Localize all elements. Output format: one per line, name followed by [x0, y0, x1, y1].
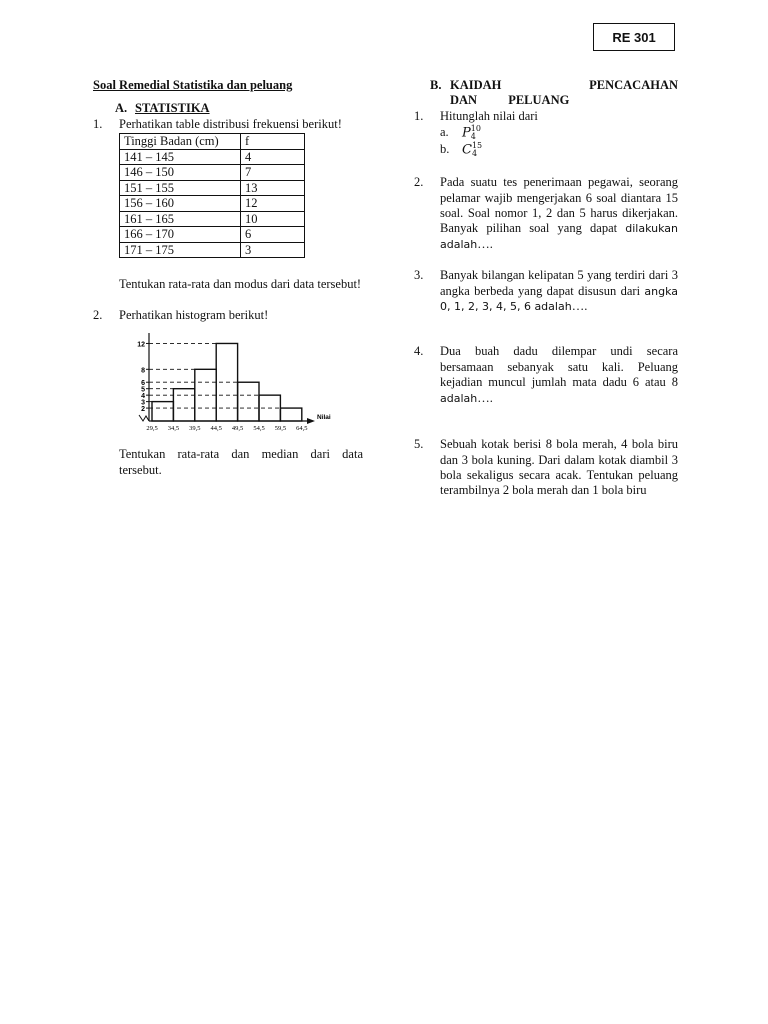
- table-header-row: [120, 134, 305, 150]
- question-text: Perhatikan table distribusi frekuensi berikut!: [119, 116, 342, 131]
- question-text: Perhatikan histogram berikut!: [119, 307, 269, 322]
- section-a-heading: [115, 101, 363, 116]
- question-number: 1.: [414, 108, 424, 123]
- question-text: Dua buah dadu dilempar undi secara bersamaan sebanyak satu kali. Peluang kejadian muncul jumlah mata dadu 6 atau 8: [440, 344, 678, 390]
- question-task: Tentukan rata-rata dan modus dari data tersebut!: [119, 277, 362, 292]
- frequency-table: [119, 133, 305, 258]
- histogram-bar: [238, 382, 259, 421]
- frequency-cell: 3: [241, 242, 305, 258]
- height-range-cell: 141 – 145: [120, 149, 241, 165]
- section-b-title: KAIDAH PENCACAHAN DAN PELUANG: [450, 78, 678, 108]
- frequency-cell: 12: [241, 196, 305, 212]
- table-row: [120, 149, 305, 165]
- x-axis-label: Nilai: [317, 414, 331, 422]
- sub-question-label: a.: [440, 125, 449, 140]
- question-text: Hitunglah nilai dari: [440, 108, 538, 123]
- answer-dots: ….: [477, 390, 493, 405]
- frequency-cell: 7: [241, 165, 305, 181]
- question-tail: adalah: [440, 391, 478, 405]
- x-axis-arrow: [307, 418, 315, 424]
- section-b-heading: [430, 78, 678, 109]
- question-text: Pada suatu tes penerimaan pegawai, seorang pelamar wajib mengerjakan 6 soal diantara 15 soal. Soal nomor 1, 2 dan 5 harus dikerjakan. Banyak pilihan soal yang dapat: [440, 175, 678, 236]
- permutation-expression: P 10 4: [462, 124, 481, 142]
- sub-question-b: [440, 142, 678, 158]
- table-row: [120, 165, 305, 181]
- question-text: Sebuah kotak berisi 8 bola merah, 4 bola biru dan 3 bola kuning. Dari dalam kotak diambil 3 bola sekaligus secara acak. Tentukan peluang terambilnya 2 bola merah dan 1 bola biru: [440, 437, 678, 498]
- axis-break-mark: [139, 415, 149, 421]
- question-task: Tentukan rata-rata dan median dari data tersebut.: [119, 447, 363, 477]
- question-tail: dilakukan adalah: [440, 222, 678, 251]
- document-code: RE 301: [612, 29, 656, 45]
- table-header: f: [241, 134, 305, 150]
- question-a1: [93, 117, 363, 293]
- question-tail: angka 0, 1, 2, 3, 4, 5, 6 adalah: [440, 284, 678, 314]
- question-b2: [414, 175, 678, 252]
- answer-dots: ….: [477, 236, 493, 251]
- table-row: [120, 196, 305, 212]
- y-tick-label: 6: [141, 380, 145, 388]
- histogram-bar: [173, 389, 194, 421]
- answer-dots: ….: [571, 299, 588, 314]
- y-tick-label: 8: [141, 367, 145, 375]
- question-text: Banyak bilangan kelipatan 5 yang terdiri dari 3 angka berbeda yang dapat disusun dari: [440, 268, 678, 298]
- histogram-chart: [119, 329, 339, 441]
- y-tick-label: 2: [141, 406, 145, 414]
- x-tick-label: 34,5: [167, 425, 180, 433]
- x-tick-label: 44,5: [210, 425, 222, 433]
- left-column: [93, 78, 363, 478]
- section-b-letter: B.: [430, 78, 442, 92]
- x-tick-label: 29,5: [146, 425, 158, 433]
- sub-question-label: b.: [440, 142, 450, 157]
- question-number: 2.: [414, 175, 424, 190]
- question-b3: [414, 268, 678, 314]
- y-tick-label: 5: [141, 386, 145, 394]
- frequency-cell: 10: [241, 211, 305, 227]
- height-range-cell: 151 – 155: [120, 180, 241, 196]
- combination-expression: C 15 4: [462, 141, 483, 159]
- question-number: 3.: [414, 268, 424, 283]
- y-tick-label: 4: [141, 393, 145, 401]
- x-tick-label: 54,5: [253, 425, 265, 433]
- table-row: [120, 242, 305, 258]
- height-range-cell: 156 – 160: [120, 196, 241, 212]
- table-row: [120, 180, 305, 196]
- right-column: [414, 78, 678, 499]
- table-row: [120, 227, 305, 243]
- height-range-cell: 171 – 175: [120, 242, 241, 258]
- height-range-cell: 146 – 150: [120, 165, 241, 181]
- question-b1: [414, 109, 678, 158]
- histogram-bar: [152, 402, 173, 421]
- question-b4: [414, 344, 678, 406]
- section-a-letter: A.: [115, 101, 128, 116]
- question-a2: [93, 308, 363, 479]
- x-tick-label: 64,5: [296, 425, 308, 433]
- section-a-title: STATISTIKA: [135, 101, 210, 116]
- histogram-bar: [280, 408, 301, 421]
- document-code-box: [593, 23, 675, 51]
- question-number: 5.: [414, 437, 424, 452]
- question-number: 1.: [93, 116, 103, 131]
- table-row: [120, 211, 305, 227]
- x-tick-label: 49,5: [231, 425, 244, 433]
- x-tick-label: 39,5: [189, 425, 201, 433]
- height-range-cell: 161 – 165: [120, 211, 241, 227]
- question-number: 2.: [93, 307, 103, 322]
- x-tick-label: 59,5: [274, 425, 287, 433]
- frequency-cell: 4: [241, 149, 305, 165]
- y-tick-label: 12: [137, 341, 145, 349]
- frequency-cell: 13: [241, 180, 305, 196]
- question-number: 4.: [414, 344, 424, 359]
- question-b5: [414, 437, 678, 499]
- sub-question-a: [440, 125, 678, 141]
- frequency-cell: 6: [241, 227, 305, 243]
- y-tick-label: 3: [141, 399, 145, 407]
- height-range-cell: 166 – 170: [120, 227, 241, 243]
- document-title: Soal Remedial Statistika dan peluang: [93, 78, 293, 92]
- table-header: Tinggi Badan (cm): [120, 134, 241, 150]
